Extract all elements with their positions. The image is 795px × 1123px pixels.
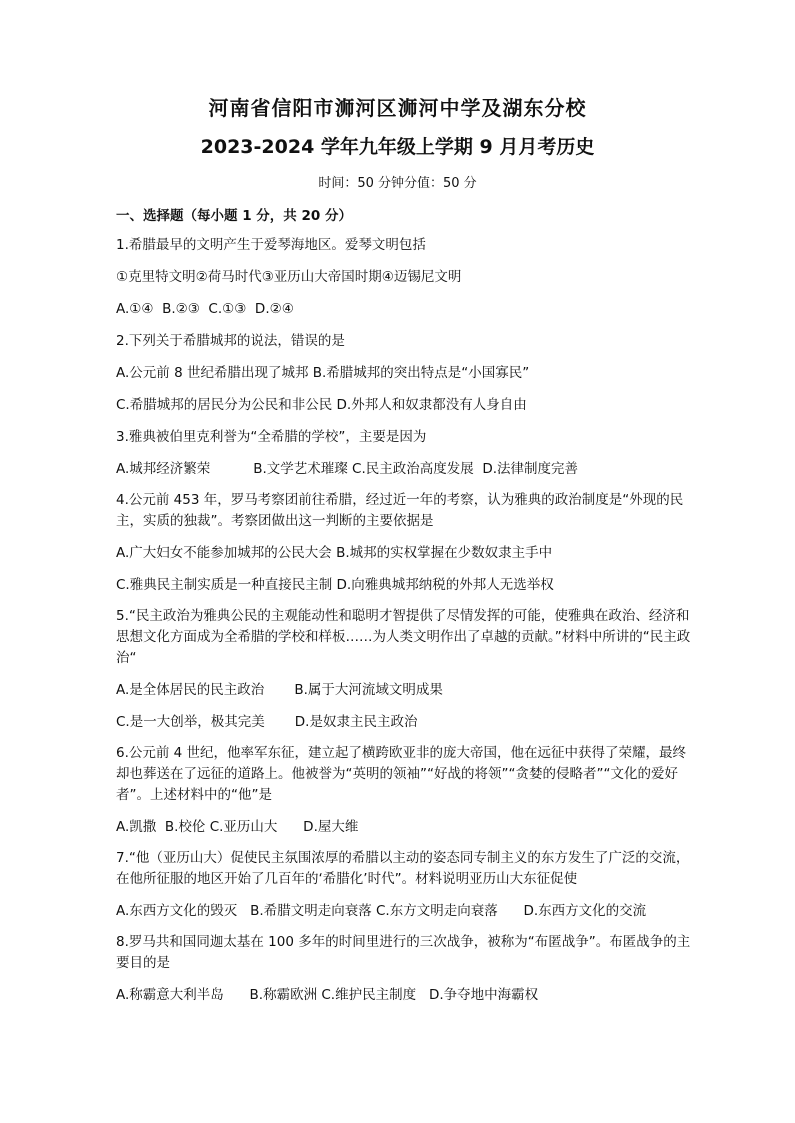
question-options: C.希腊城邦的居民分为公民和非公民 D.外邦人和奴隶都没有人身自由 <box>116 397 527 413</box>
question-options: A.广大妇女不能参加城邦的公民大会 B.城邦的实权掌握在少数奴隶主手中 <box>116 545 553 561</box>
question-options: C.雅典民主制实质是一种直接民主制 D.向雅典城邦纳税的外邦人无选举权 <box>116 577 554 593</box>
question-options: A.是全体居民的民主政治 B.属于大河流域文明成果 <box>116 682 443 698</box>
question-options: A.公元前 8 世纪希腊出现了城邦 B.希腊城邦的突出特点是“小国寡民” <box>116 365 530 381</box>
question-stem: 4.公元前 453 年，罗马考察团前往希腊，经过近一年的考察，认为雅典的政治制度是“外现的民主，实质的独裁”。考察团做出这一判断的主要依据是 <box>116 492 684 529</box>
question-options: C.是一大创举，极其完美 D.是奴隶主民主政治 <box>116 714 418 730</box>
exam-time-score: 时间：50 分钟分值：50 分 <box>318 176 477 191</box>
question-stem: 5.“民主政治为雅典公民的主观能动性和聪明才智提供了尽情发挥的可能，使雅典在政治、经济和思想文化方面成为全希腊的学校和样板……为人类文明作出了卓越的贡献。”材料中所讲的“民主政治“ <box>116 608 691 666</box>
question-material: ①克里特文明②荷马时代③亚历山大帝国时期④迈锡尼文明 <box>116 269 462 285</box>
question-options: A.称霸意大利半岛 B.称霸欧洲 C.维护民主制度 D.争夺地中海霸权 <box>116 987 539 1003</box>
question-stem: 2.下列关于希腊城邦的说法，错误的是 <box>116 333 345 349</box>
exam-content <box>116 204 696 1016</box>
section-heading: 一、选择题（每小题 1 分，共 20 分） <box>116 208 352 224</box>
exam-title-subject: 2023-2024 学年九年级上学期 9 月月考历史 <box>200 136 595 158</box>
question-stem: 8.罗马共和国同迦太基在 100 多年的时间里进行的三次战争，被称为“布匿战争”。布匿战争的主要目的是 <box>116 934 691 971</box>
question-stem: 6.公元前 4 世纪，他率军东征，建立起了横跨欧亚非的庞大帝国，他在远征中获得了荣耀，最终却也葬送在了远征的道路上。他被誉为“英明的领袖”“好战的将领”“贪婪的侵略者”“文化的爱好者”。上述材料中的“他”是 <box>116 745 687 803</box>
question-options: A.凯撒 B.校伦 C.亚历山大 D.屋大维 <box>116 819 359 835</box>
question-options: A.①④ B.②③ C.①③ D.②④ <box>116 301 294 317</box>
question-stem: 7.“他（亚历山大）促使民主氛围浓厚的希腊以主动的姿态同专制主义的东方发生了广泛的交流，在他所征服的地区开始了几百年的‘希腊化’时代”。材料说明亚历山大东征促使 <box>116 850 690 887</box>
question-stem: 1.希腊最早的文明产生于爱琴海地区。爱琴文明包括 <box>116 237 426 253</box>
question-options: A.城邦经济繁荣 B.文学艺术璀璨 C.民主政治高度发展 D.法律制度完善 <box>116 461 579 477</box>
question-options: A.东西方文化的毁灭 B.希腊文明走向衰落 C.东方文明走向衰落 D.东西方文化的交流 <box>116 903 647 919</box>
exam-title-school: 河南省信阳市浉河区浉河中学及湖东分校 <box>208 96 587 120</box>
question-stem: 3.雅典被伯里克利誉为“全希腊的学校”，主要是因为 <box>116 429 427 445</box>
